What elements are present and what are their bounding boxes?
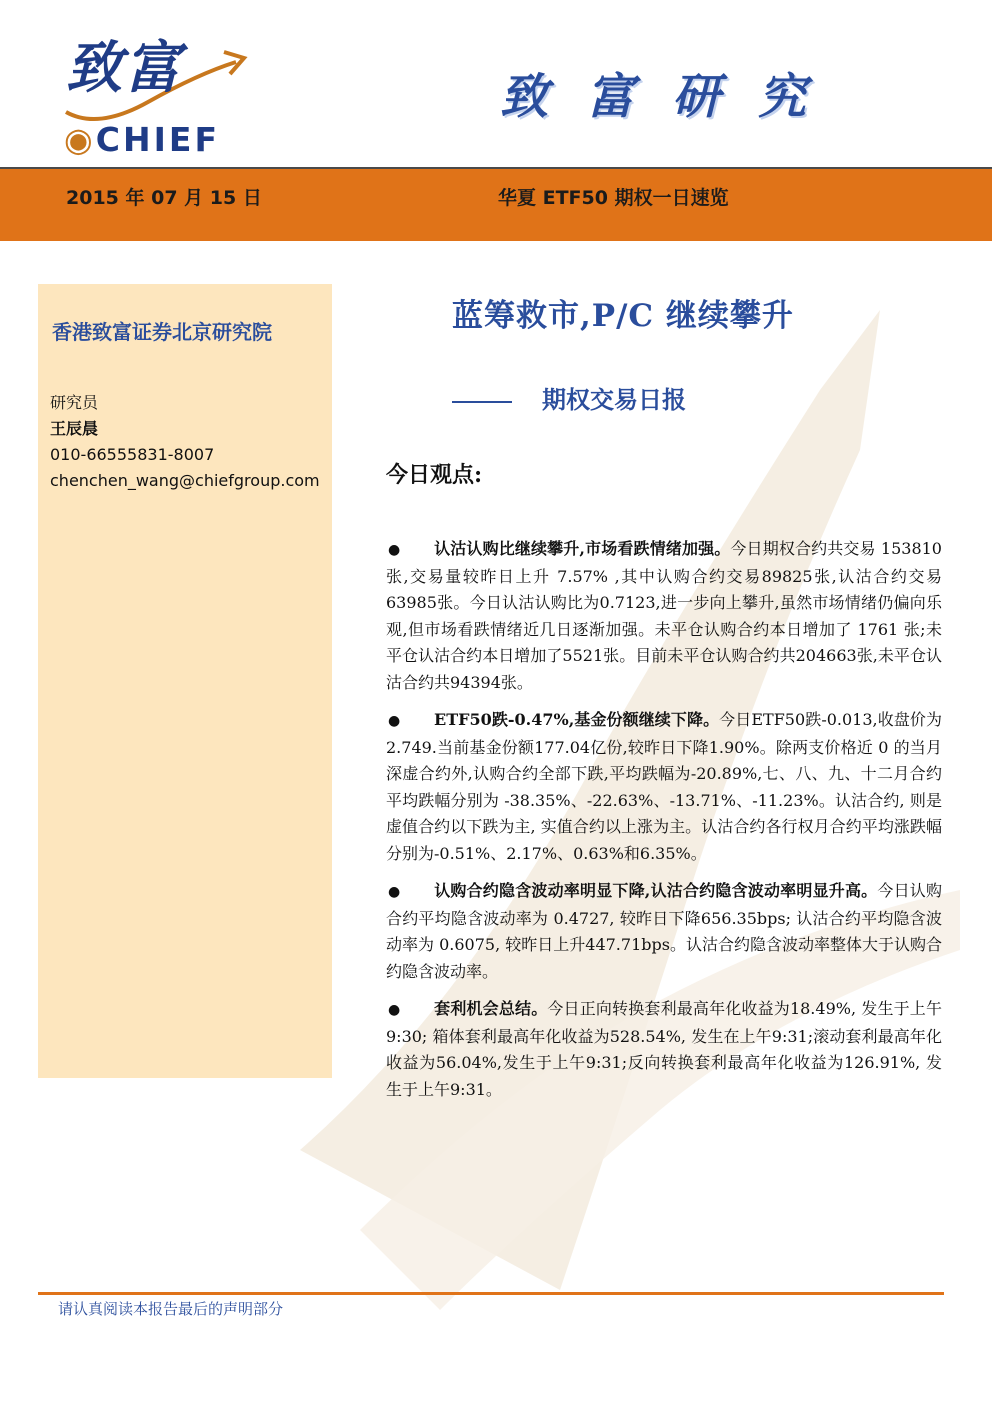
subtitle-dash — [452, 401, 512, 403]
viewpoint-paragraph — [386, 707, 942, 867]
paragraph-body: 今日正向转换套利最高年化收益为18.49%, 发生于上午9:30; 箱体套利最高年化收益为528.54%, 发生在上午9:31;滚动套利最高年化收益为56.04%,发生于上午9:31;反向转换套利最高年化收益为126.91%, 发生于上午9:31。 — [386, 999, 942, 1099]
analyst-role: 研究员 — [50, 393, 99, 412]
logo-chinese-text: 致富 — [66, 35, 182, 101]
viewpoint-paragraph — [386, 996, 942, 1103]
logo-english-text: ◉CHIEF — [64, 120, 220, 159]
footer-divider — [38, 1292, 944, 1295]
paragraph-body: 今日认购合约平均隐含波动率为 0.4727, 较昨日下降656.35bps; 认沽合约平均隐含波动率为 0.6075, 较昨日上升447.71bps。认沽合约隐含波动率整体大于认购合约隐含波动率。 — [386, 881, 942, 981]
article-body — [386, 536, 942, 1114]
article-subtitle: 期权交易日报 — [452, 380, 686, 415]
brand-title: 致富研究 — [500, 69, 845, 125]
paragraph-headline: 套利机会总结。 — [434, 999, 548, 1018]
bullet-icon: ● — [388, 713, 401, 729]
chief-logo — [58, 22, 268, 162]
bullet-icon: ● — [388, 1002, 401, 1018]
viewpoint-paragraph — [386, 536, 942, 696]
report-name: 华夏 ETF50 期权一日速览 — [498, 187, 729, 209]
paragraph-body: 今日期权合约共交易 153810 张,交易量较昨日上升 7.57% ,其中认购合约交易89825张,认沽合约交易63985张。今日认沽认购比为0.7123,进一步向上攀升,虽然市场情绪仍偏向乐观,但市场看跌情绪近几日逐渐加强。未平仓认购合约本日增加了 1761 张;未平仓认沽合约本日增加了5521张。目前未平仓认购合约共204663张,未平仓认沽合约共94394张。 — [386, 539, 942, 692]
section-heading: 今日观点: — [386, 462, 483, 488]
logo-circle-icon: ◉ — [64, 120, 96, 159]
footer-disclaimer: 请认真阅读本报告最后的声明部分 — [58, 1300, 284, 1318]
analyst-contact — [50, 390, 326, 494]
analyst-email[interactable]: chenchen_wang@chiefgroup.com — [50, 471, 320, 490]
paragraph-headline: ETF50跌-0.47%,基金份额继续下降。 — [434, 710, 720, 729]
bullet-icon: ● — [388, 884, 401, 900]
analyst-name: 王辰晨 — [50, 419, 99, 438]
viewpoint-paragraph — [386, 878, 942, 985]
header-band — [0, 167, 992, 241]
paragraph-headline: 认购合约隐含波动率明显下降,认沽合约隐含波动率明显升高。 — [434, 881, 878, 900]
article-title: 蓝筹救市,P/C 继续攀升 — [452, 298, 794, 334]
paragraph-headline: 认沽认购比继续攀升,市场看跌情绪加强。 — [434, 539, 731, 558]
research-institute-name: 香港致富证券北京研究院 — [52, 320, 272, 344]
analyst-sidebar — [38, 284, 332, 1078]
report-date: 2015 年 07 月 15 日 — [66, 187, 262, 209]
analyst-phone: 010-66555831-8007 — [50, 445, 215, 464]
bullet-icon: ● — [388, 542, 401, 558]
paragraph-body: 今日ETF50跌-0.013,收盘价为2.749.当前基金份额177.04亿份,较昨日下降1.90%。除两支价格近 0 的当月深虚合约外,认购合约全部下跌,平均跌幅为-20.89%,七、八、九、十二月合约平均跌幅分别为 -38.35%、-22.63%、-13.71%、-11.23%。认沽合约, 则是虚值合约以下跌为主, 实值合约以上涨为主。认沽合约各行权月合约平均涨跌幅分别为-0.51%、2.17%、0.63%和6.35%。 — [386, 710, 942, 863]
